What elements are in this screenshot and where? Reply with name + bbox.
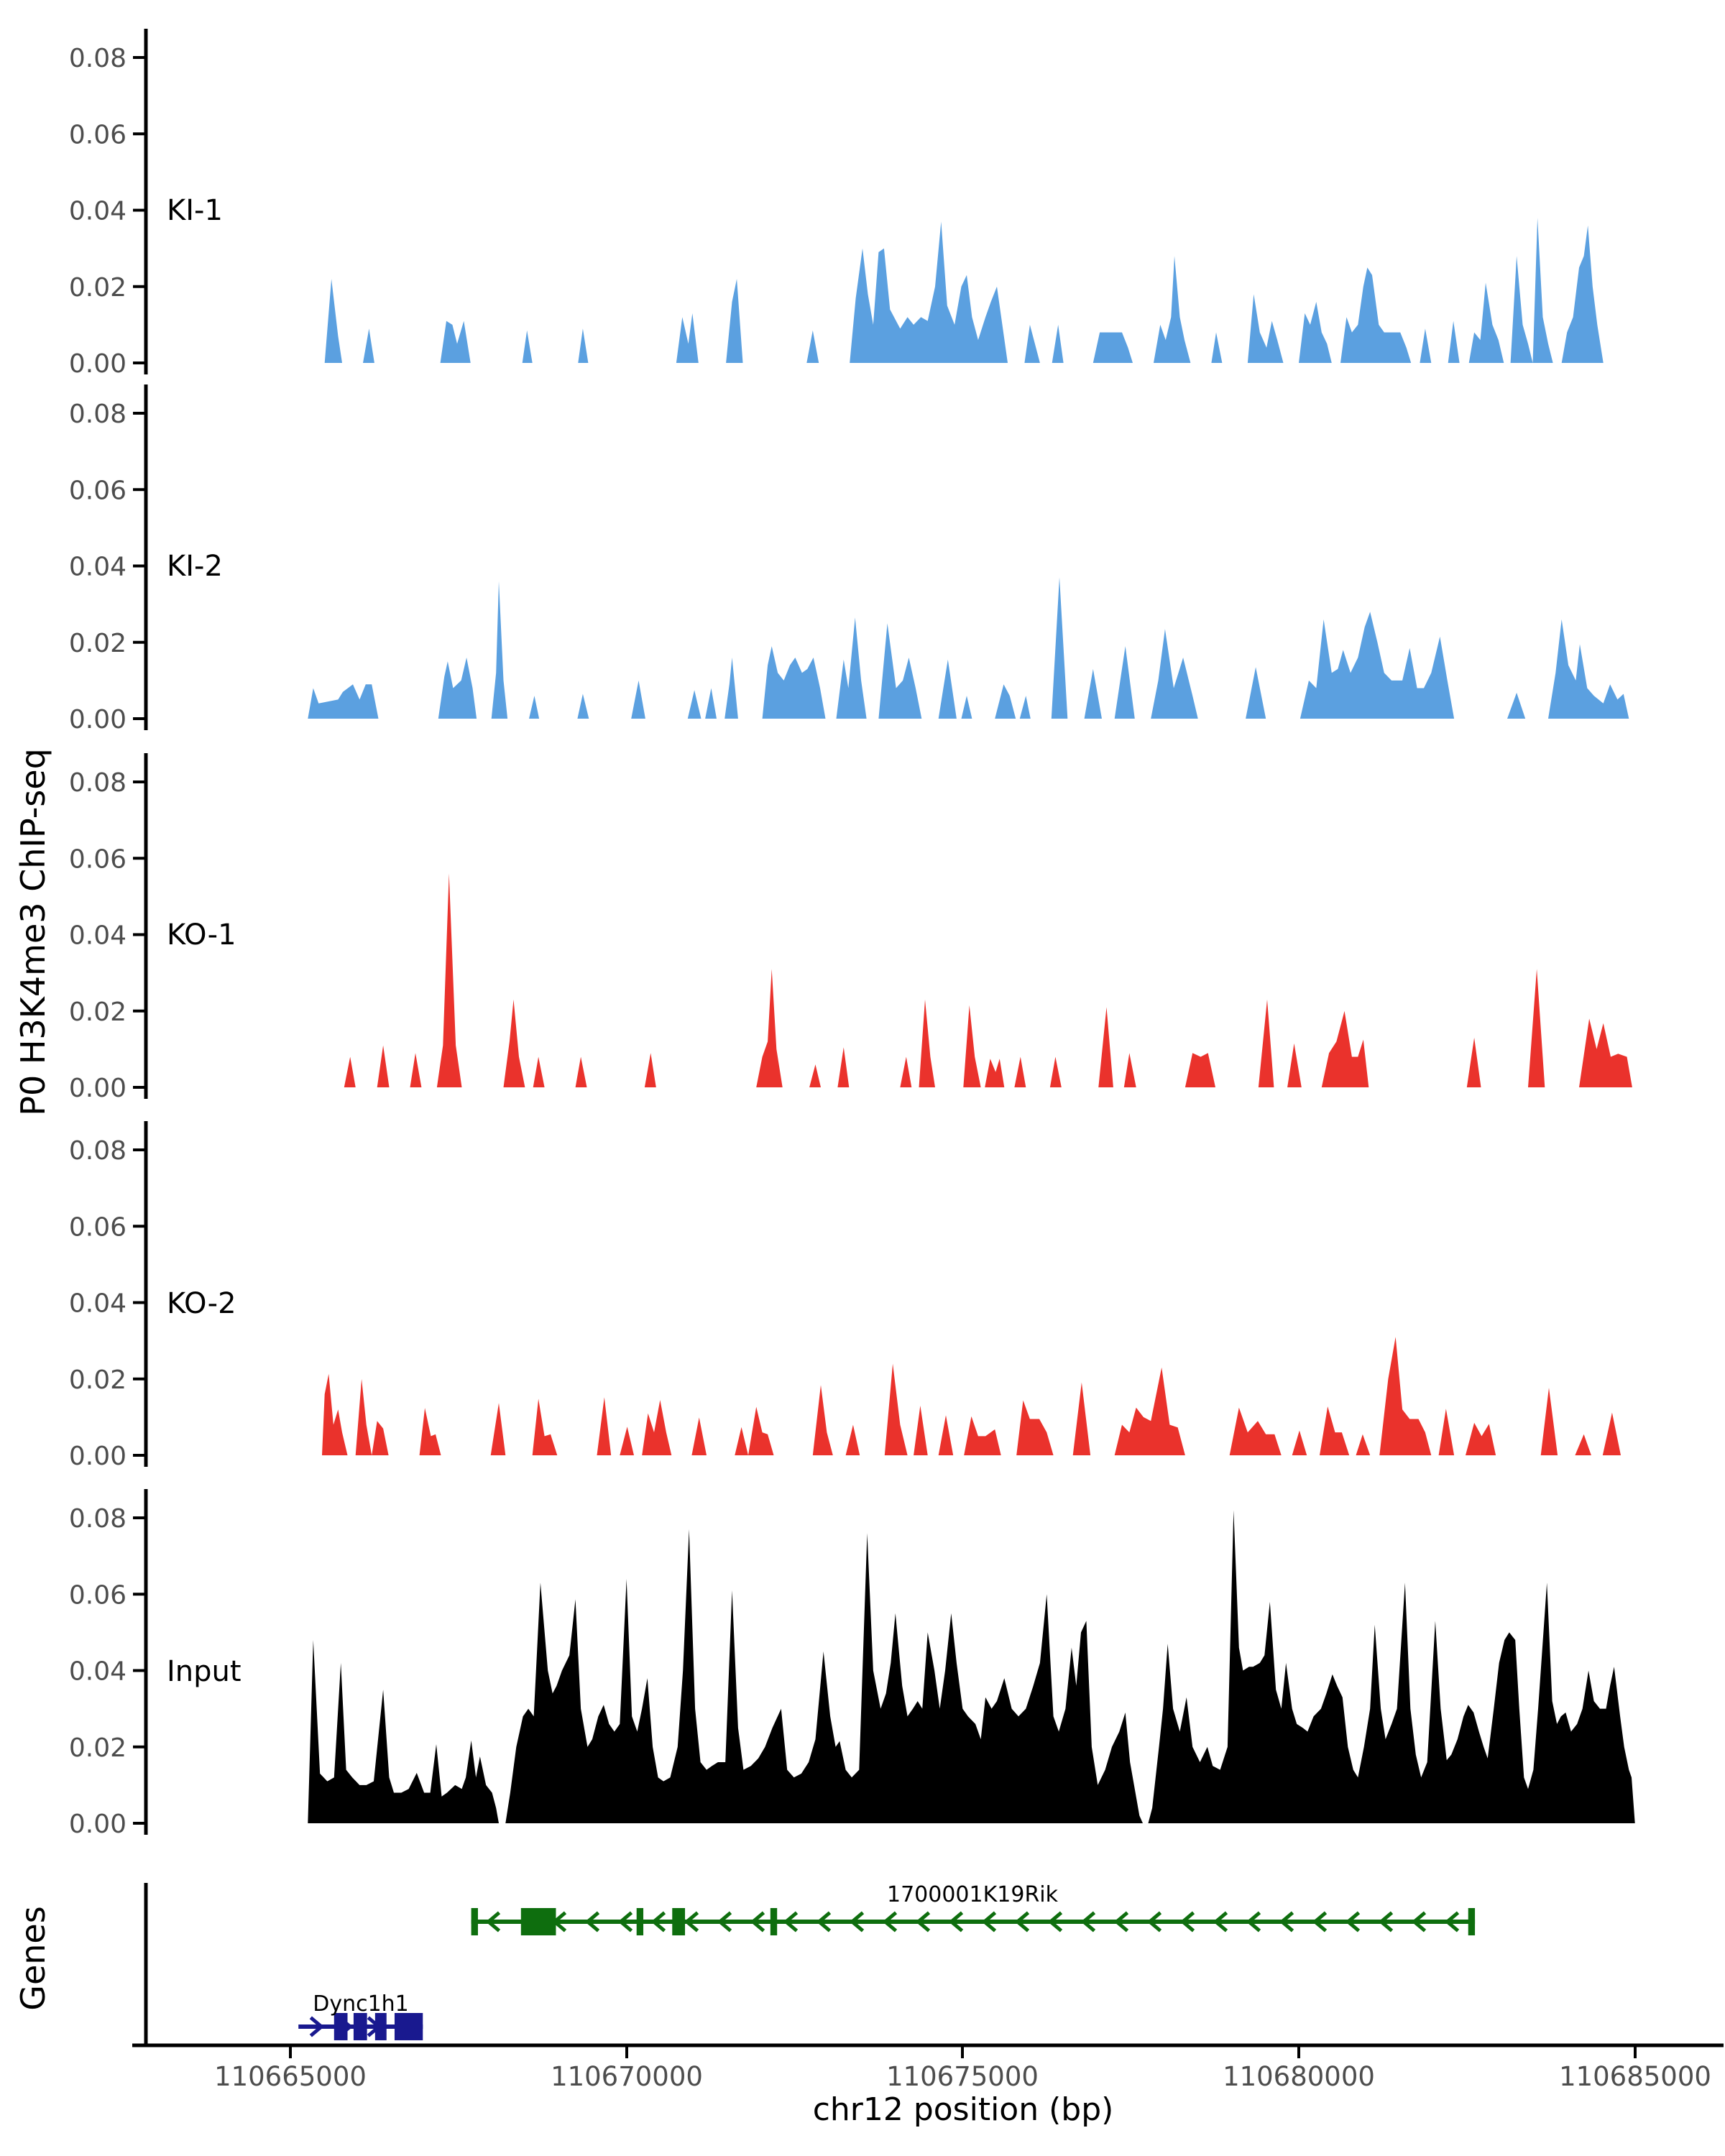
y-tick-label: 0.00	[68, 705, 126, 734]
y-tick-label: 0.06	[68, 844, 126, 875]
signal-area-KI-2	[308, 577, 1629, 719]
track-label-ko2: KO-2	[167, 1287, 236, 1320]
y-tick-label: 0.06	[68, 1580, 126, 1611]
gene-models	[298, 1908, 1475, 2040]
gene-1700001K19Rik	[472, 1908, 1475, 1935]
x-tick-label: 110685000	[1559, 2061, 1711, 2092]
x-axis-title: chr12 position (bp)	[812, 2091, 1114, 2128]
gene-label-Dync1h1: Dync1h1	[313, 1991, 409, 2017]
x-tick-label: 110665000	[214, 2061, 367, 2092]
y-tick-label: 0.00	[68, 1442, 126, 1471]
track-KI-2	[69, 384, 1629, 734]
y-tick-label: 0.02	[68, 628, 126, 658]
exon-block	[770, 1908, 777, 1935]
track-KO-1	[69, 753, 1632, 1103]
exon-block	[395, 2013, 423, 2040]
exon-block	[521, 1908, 556, 1935]
track-label-ki2: KI-2	[167, 550, 223, 583]
exon-block	[1468, 1908, 1475, 1935]
y-tick-label: 0.00	[68, 1810, 126, 1839]
y-tick-label: 0.04	[68, 196, 126, 226]
exon-block	[354, 2013, 367, 2040]
gene-label-1700001K19Rik: 1700001K19Rik	[886, 1882, 1059, 1907]
track-KI-1	[69, 29, 1604, 379]
y-tick-label: 0.02	[68, 272, 126, 303]
track-KO-2	[69, 1121, 1621, 1471]
signal-area-Input	[308, 1510, 1634, 1823]
y-tick-label: 0.06	[68, 1212, 126, 1243]
y-axis-title: P0 H3K4me3 ChIP-seq	[14, 748, 52, 1116]
y-tick-label: 0.08	[68, 1136, 126, 1166]
y-tick-label: 0.08	[68, 768, 126, 798]
y-tick-label: 0.02	[68, 997, 126, 1027]
track-label-ko1: KO-1	[167, 918, 236, 952]
y-tick-label: 0.00	[68, 1074, 126, 1103]
x-tick-label: 110670000	[551, 2061, 703, 2092]
y-tick-label: 0.04	[68, 1657, 126, 1687]
exon-block	[334, 2013, 348, 2040]
track-label-input: Input	[167, 1655, 242, 1688]
y-tick-label: 0.08	[68, 44, 126, 73]
y-tick-label: 0.04	[68, 1289, 126, 1319]
y-tick-label: 0.06	[68, 120, 126, 150]
signal-tracks	[69, 29, 1635, 1839]
x-tick-label: 110680000	[1223, 2061, 1375, 2092]
y-tick-label: 0.02	[68, 1733, 126, 1763]
y-tick-label: 0.08	[68, 1504, 126, 1534]
y-tick-label: 0.02	[68, 1365, 126, 1395]
exon-block	[637, 1908, 643, 1935]
track-Input	[69, 1489, 1635, 1839]
signal-area-KI-1	[325, 218, 1604, 363]
exon-block	[472, 1908, 478, 1935]
y-tick-label: 0.04	[68, 921, 126, 951]
exon-block	[375, 2013, 387, 2040]
genes-panel-title: Genes	[14, 1906, 52, 2011]
exon-block	[672, 1908, 685, 1935]
signal-area-KO-1	[344, 874, 1632, 1088]
x-tick-label: 110675000	[886, 2061, 1039, 2092]
track-label-ki1: KI-1	[167, 194, 223, 227]
gene-Dync1h1	[298, 2013, 423, 2040]
y-tick-label: 0.06	[68, 476, 126, 506]
y-tick-label: 0.08	[68, 400, 126, 429]
y-tick-label: 0.00	[68, 349, 126, 379]
y-tick-label: 0.04	[68, 552, 126, 582]
signal-area-KO-2	[322, 1337, 1621, 1455]
